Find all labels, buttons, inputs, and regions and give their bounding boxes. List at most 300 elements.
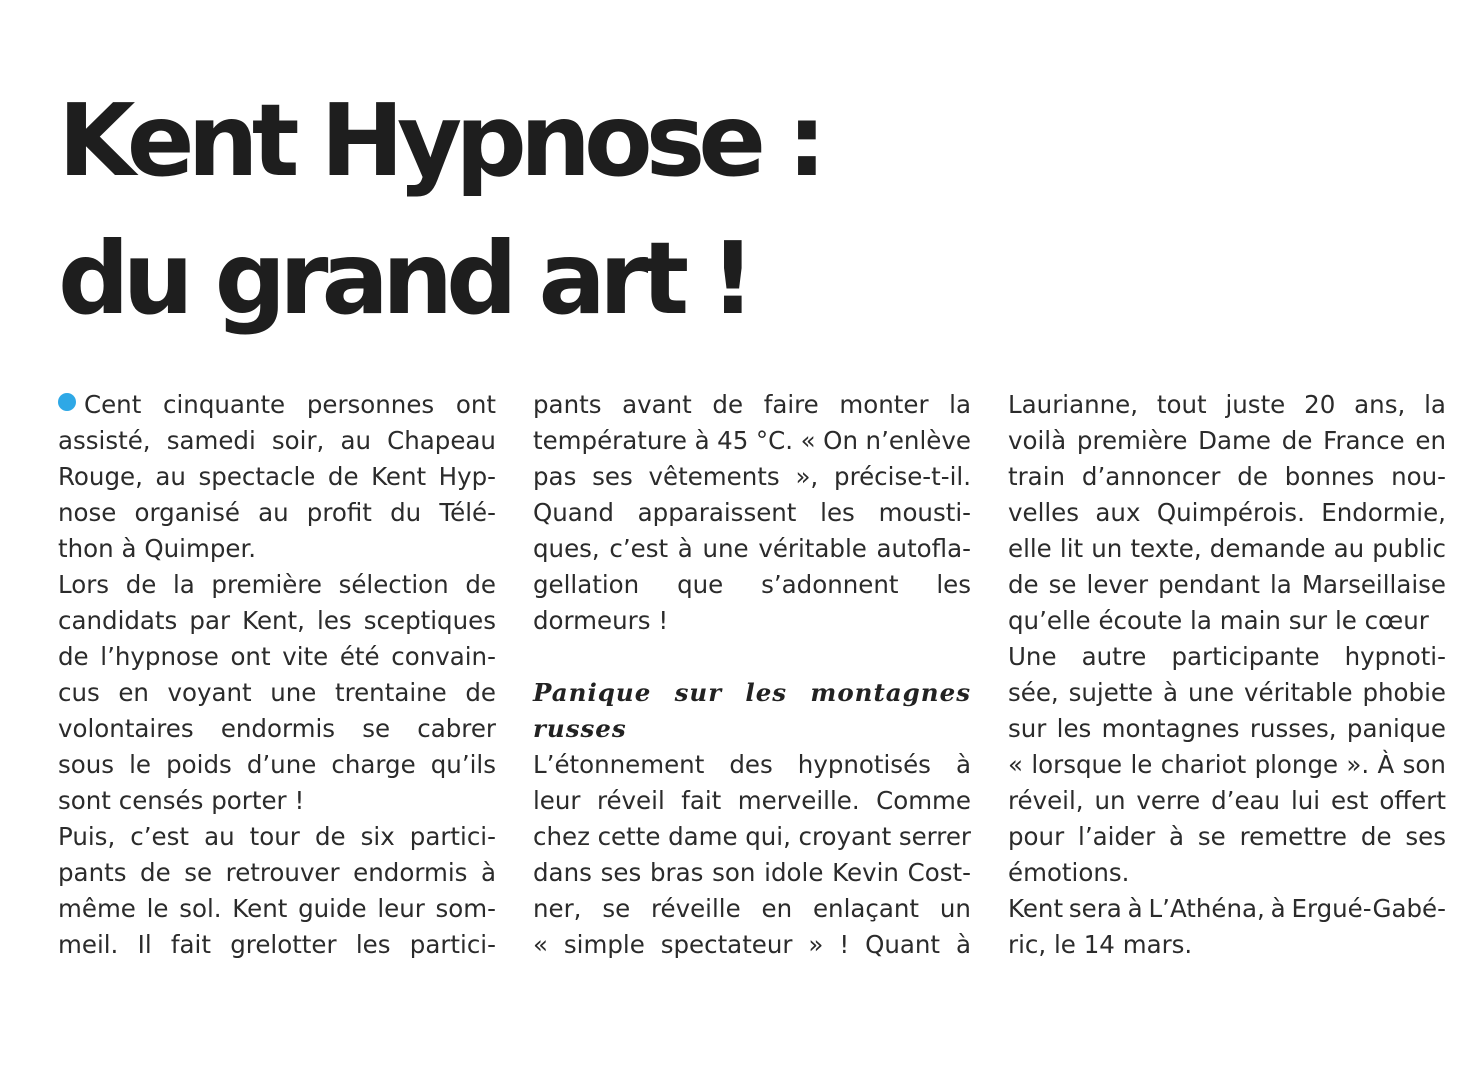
text-line: [58, 855, 496, 891]
word: sol.: [179, 894, 222, 923]
word: été: [339, 642, 380, 671]
word: russes: [533, 714, 627, 743]
text-line: [1008, 531, 1446, 567]
word: sous: [58, 750, 115, 779]
word: On: [823, 426, 858, 455]
article-column-2: [533, 387, 971, 963]
word: pour: [1008, 822, 1065, 851]
word: lit: [1059, 534, 1084, 563]
word: les: [355, 930, 391, 959]
word: montagnes: [1101, 714, 1240, 743]
word: dans: [533, 858, 592, 887]
word: ses: [592, 462, 633, 491]
word: de: [125, 570, 157, 599]
word: ont: [455, 390, 496, 419]
word: chariot: [1160, 750, 1247, 779]
word: gellation: [533, 570, 640, 599]
word: lui: [1290, 786, 1321, 815]
word: mousti-: [878, 498, 971, 527]
word: d’eau: [1211, 786, 1281, 815]
word: est: [1330, 786, 1369, 815]
word: retrouver: [225, 858, 340, 887]
word: Kent: [1008, 894, 1064, 923]
word: 45: [717, 426, 749, 455]
word: cabrer: [417, 714, 496, 743]
word: Lors: [58, 570, 110, 599]
word: apparaissent: [637, 498, 797, 527]
word: à: [1127, 894, 1143, 923]
subheading-line: [533, 711, 971, 747]
word: s’adonnent: [761, 570, 899, 599]
word: un: [1094, 786, 1126, 815]
word: Cent: [58, 387, 141, 423]
text-line: [1008, 495, 1446, 531]
word: de: [1237, 462, 1268, 491]
word: bras: [649, 858, 704, 887]
word: pants: [58, 858, 127, 887]
word: de: [327, 462, 359, 491]
word: enlaçant: [812, 894, 920, 923]
word: l’aider: [1078, 822, 1156, 851]
word: réveil,: [1008, 786, 1084, 815]
word: vite: [282, 642, 329, 671]
text-line: [533, 927, 971, 963]
word: bonnes: [1284, 462, 1375, 491]
word: assisté,: [58, 426, 151, 455]
text-line: [533, 387, 971, 423]
word: Kevin: [832, 858, 899, 887]
text-line: [1008, 603, 1446, 639]
word: nou-: [1391, 462, 1446, 491]
word: fait: [681, 786, 722, 815]
word: leur: [533, 786, 581, 815]
word: «: [533, 930, 548, 959]
word: ques,: [533, 534, 600, 563]
word: train: [1008, 462, 1066, 491]
word: endormis: [353, 858, 468, 887]
word: réveil: [596, 786, 665, 815]
text-line: [1008, 747, 1446, 783]
word: en: [118, 678, 149, 707]
word: panique: [1346, 714, 1446, 743]
word: 20: [1304, 390, 1336, 419]
text-line: [533, 603, 971, 639]
word: Puis,: [58, 822, 116, 851]
text-line: [1008, 819, 1446, 855]
word: Hyp-: [438, 462, 496, 491]
text-line: [1008, 387, 1446, 423]
word: les: [317, 606, 352, 635]
word: Marseillaise: [1301, 570, 1446, 599]
word: participante: [1171, 642, 1320, 671]
word: à: [121, 534, 137, 563]
word: en: [761, 894, 793, 923]
word: !: [839, 930, 850, 959]
word: main: [1219, 606, 1281, 635]
word: à: [955, 930, 971, 959]
word: sceptiques: [363, 606, 496, 635]
word: Quimpérois.: [1156, 498, 1305, 527]
word: première: [211, 570, 322, 599]
word: profit: [306, 498, 372, 527]
word: lorsque: [1031, 750, 1123, 779]
word: Chapeau: [387, 426, 496, 455]
word: n’enlève: [865, 426, 971, 455]
word: grelotter: [230, 930, 337, 959]
word: remettre: [1239, 822, 1348, 851]
word: au: [204, 822, 235, 851]
word: sée,: [1008, 678, 1059, 707]
word: texte,: [1130, 534, 1202, 563]
word: spectacle: [198, 462, 316, 491]
word: lever: [1086, 570, 1149, 599]
word: meil.: [58, 930, 119, 959]
word: ses: [600, 858, 642, 887]
text-line: [1008, 783, 1446, 819]
word: la: [949, 390, 971, 419]
text-line: [533, 423, 971, 459]
subheading-line: [533, 675, 971, 711]
word: cette: [597, 822, 661, 851]
word: Kent: [232, 894, 288, 923]
text-line: [533, 891, 971, 927]
word: cœur: [1364, 606, 1429, 635]
word: qu’elle: [1008, 606, 1091, 635]
text-line: [58, 531, 496, 567]
word: °C.: [755, 426, 794, 455]
text-line: [1008, 567, 1446, 603]
word: la: [1190, 606, 1212, 635]
word: à: [677, 534, 693, 563]
word: d’une: [246, 750, 317, 779]
word: porter: [211, 786, 287, 815]
word: chez: [533, 822, 590, 851]
article-column-3: [1008, 387, 1446, 963]
word: de: [314, 822, 346, 851]
word: »,: [795, 462, 819, 491]
text-line: [533, 819, 971, 855]
word: au: [258, 498, 289, 527]
bullet-icon: [58, 393, 76, 411]
word: le: [1130, 750, 1153, 779]
word: Panique: [533, 678, 652, 707]
word: Endormie,: [1321, 498, 1446, 527]
word: 14: [1083, 930, 1115, 959]
word: cinquante: [163, 390, 286, 419]
text-line: [533, 747, 971, 783]
word: à: [1169, 822, 1185, 851]
word: organisé: [134, 498, 240, 527]
text-line: [58, 927, 496, 963]
word: Comme: [876, 786, 971, 815]
word: qui,: [745, 822, 791, 851]
word: un: [1091, 534, 1123, 563]
word: son: [712, 858, 756, 887]
word: au: [1333, 534, 1365, 563]
word: volontaires: [58, 714, 194, 743]
word: sera: [1068, 894, 1122, 923]
word: se: [1197, 822, 1226, 851]
word: personnes: [306, 390, 435, 419]
word: se: [184, 858, 213, 887]
word: de: [1360, 822, 1392, 851]
word: six: [360, 822, 395, 851]
word: se: [602, 894, 631, 923]
text-line: [1008, 927, 1446, 963]
word: dame: [668, 822, 738, 851]
word: Télé-: [439, 498, 496, 527]
word: simple: [563, 930, 645, 959]
word: au: [340, 426, 372, 455]
word: à: [480, 858, 496, 887]
word: public: [1372, 534, 1446, 563]
word: censés: [118, 786, 204, 815]
word: Quimper.: [144, 534, 257, 563]
text-line: [533, 783, 971, 819]
word: «: [800, 426, 816, 455]
word: les: [820, 498, 855, 527]
word: le: [146, 894, 169, 923]
word: endormis: [220, 714, 336, 743]
word: !: [294, 786, 305, 815]
word: »: [808, 930, 824, 959]
word: monter: [839, 390, 929, 419]
word: Laurianne,: [1008, 390, 1139, 419]
word: croyant: [798, 822, 892, 851]
word: soir,: [271, 426, 325, 455]
word: à: [1163, 678, 1179, 707]
word: partici-: [409, 822, 496, 851]
word: merveille.: [737, 786, 860, 815]
word: les: [1056, 714, 1092, 743]
word: idole: [764, 858, 824, 887]
word: poids: [166, 750, 232, 779]
word: sélection: [338, 570, 449, 599]
word: ont: [230, 642, 271, 671]
word: candidats: [58, 606, 178, 635]
word: la: [172, 570, 195, 599]
text-line: [1008, 891, 1446, 927]
word: phobie: [1362, 678, 1446, 707]
word: le: [1334, 606, 1357, 635]
word: véritable: [758, 534, 867, 563]
word: velles: [1008, 498, 1080, 527]
text-line: [1008, 459, 1446, 495]
text-line: [1008, 423, 1446, 459]
word: Ergué-Gabé-: [1291, 894, 1446, 923]
word: tour: [249, 822, 300, 851]
headline-line-1: Kent Hypnose :: [58, 82, 820, 199]
word: convain-: [391, 642, 496, 671]
word: de: [1008, 570, 1039, 599]
text-line: [58, 675, 496, 711]
word: voyant: [167, 678, 252, 707]
word: autre: [1081, 642, 1147, 671]
word: hypnoti-: [1344, 642, 1446, 671]
word: Kent,: [242, 606, 305, 635]
word: montagnes: [810, 678, 971, 707]
text-line: [58, 891, 496, 927]
word: Cost-: [907, 858, 971, 887]
text-line: [58, 747, 496, 783]
word: qu’ils: [430, 750, 496, 779]
text-line: [1008, 711, 1446, 747]
word: à: [694, 426, 710, 455]
word: Kent: [371, 462, 427, 491]
text-line: [533, 855, 971, 891]
word: de: [58, 642, 89, 671]
word: leur: [377, 894, 425, 923]
word: se: [1048, 570, 1077, 599]
word: russes,: [1249, 714, 1337, 743]
word: sur: [1288, 606, 1328, 635]
word: de: [140, 858, 171, 887]
word: pants: [533, 390, 602, 419]
word: ».: [1346, 750, 1370, 779]
word: spectateur: [660, 930, 793, 959]
word: d’annoncer: [1081, 462, 1221, 491]
word: Une: [1008, 642, 1057, 671]
word: sur: [674, 678, 723, 707]
article-column-1: [58, 387, 496, 963]
word: L’Athéna,: [1148, 894, 1265, 923]
word: sont: [58, 786, 111, 815]
word: se: [362, 714, 391, 743]
text-line: [58, 639, 496, 675]
text-line: [58, 603, 496, 639]
word: aux: [1095, 498, 1141, 527]
word: faire: [763, 390, 819, 419]
word: offert: [1379, 786, 1446, 815]
word: Quant: [865, 930, 941, 959]
word: température: [533, 426, 687, 455]
word: voilà: [1008, 426, 1067, 455]
word: précise-t-il.: [834, 462, 971, 491]
word: Il: [137, 930, 152, 959]
word: guide: [298, 894, 367, 923]
word: serrer: [898, 822, 971, 851]
word: avant: [622, 390, 692, 419]
word: sur: [1008, 714, 1047, 743]
word: samedi: [166, 426, 256, 455]
word: nose: [58, 498, 117, 527]
word: le: [129, 750, 152, 779]
text-line: [58, 711, 496, 747]
word: des: [729, 750, 773, 779]
word: Rouge,: [58, 462, 143, 491]
headline: [58, 72, 820, 348]
word: son: [1402, 750, 1446, 779]
word: thon: [58, 534, 114, 563]
word: fait: [170, 930, 211, 959]
text-line: [1008, 675, 1446, 711]
word: une: [270, 678, 317, 707]
text-line: [533, 459, 971, 495]
headline-line-2: du grand art !: [58, 220, 749, 337]
text-line: [533, 567, 971, 603]
word: À: [1377, 750, 1395, 779]
word: c’est: [130, 822, 189, 851]
word: première: [1076, 426, 1188, 455]
word: som-: [435, 894, 496, 923]
word: la: [1424, 390, 1446, 419]
word: trentaine: [334, 678, 447, 707]
word: même: [58, 894, 136, 923]
word: une: [702, 534, 749, 563]
word: juste: [1225, 390, 1286, 419]
word: de: [1281, 426, 1313, 455]
text-line: [1008, 639, 1446, 675]
word: le: [1053, 930, 1076, 959]
text-line: [58, 783, 496, 819]
text-line: [58, 459, 496, 495]
word: demande: [1209, 534, 1326, 563]
word: du: [390, 498, 422, 527]
text-line: [58, 819, 496, 855]
word: l’hypnose: [100, 642, 219, 671]
word: à: [955, 750, 971, 779]
word: réveille: [651, 894, 741, 923]
text-line: [58, 387, 496, 423]
word: Quand: [533, 498, 614, 527]
word: L’étonnement: [533, 750, 705, 779]
text-line: [58, 567, 496, 603]
word: ric,: [1008, 930, 1047, 959]
word: de: [465, 570, 496, 599]
word: tout: [1156, 390, 1207, 419]
word: cus: [58, 678, 100, 707]
word: les: [936, 570, 971, 599]
word: charge: [331, 750, 416, 779]
word: «: [1008, 750, 1023, 779]
word: de: [465, 678, 496, 707]
word: la: [1269, 570, 1292, 599]
word: que: [677, 570, 724, 599]
text-line: [533, 639, 971, 675]
word: sujette: [1068, 678, 1154, 707]
word: verre: [1136, 786, 1201, 815]
word: en: [1415, 426, 1446, 455]
text-line: [1008, 855, 1446, 891]
word: pas: [533, 462, 577, 491]
word: ses: [1405, 822, 1446, 851]
word: une: [1187, 678, 1235, 707]
text-line: [58, 495, 496, 531]
word: par: [189, 606, 231, 635]
word: autofla-: [876, 534, 971, 563]
word: écoute: [1098, 606, 1183, 635]
word: à: [1270, 894, 1286, 923]
word: ner,: [533, 894, 582, 923]
text-line: [58, 423, 496, 459]
word: vêtements: [648, 462, 780, 491]
word: pendant: [1158, 570, 1260, 599]
word: c’est: [609, 534, 669, 563]
word: de: [712, 390, 744, 419]
text-line: [533, 531, 971, 567]
word: les: [745, 678, 788, 707]
word: véritable: [1244, 678, 1353, 707]
word: France: [1323, 426, 1405, 455]
word: partici-: [409, 930, 496, 959]
word: elle: [1008, 534, 1052, 563]
word: au: [155, 462, 186, 491]
word: !: [658, 606, 669, 635]
word: un: [939, 894, 971, 923]
word: ans,: [1354, 390, 1406, 419]
word: mars.: [1122, 930, 1193, 959]
word: dormeurs: [533, 606, 651, 635]
